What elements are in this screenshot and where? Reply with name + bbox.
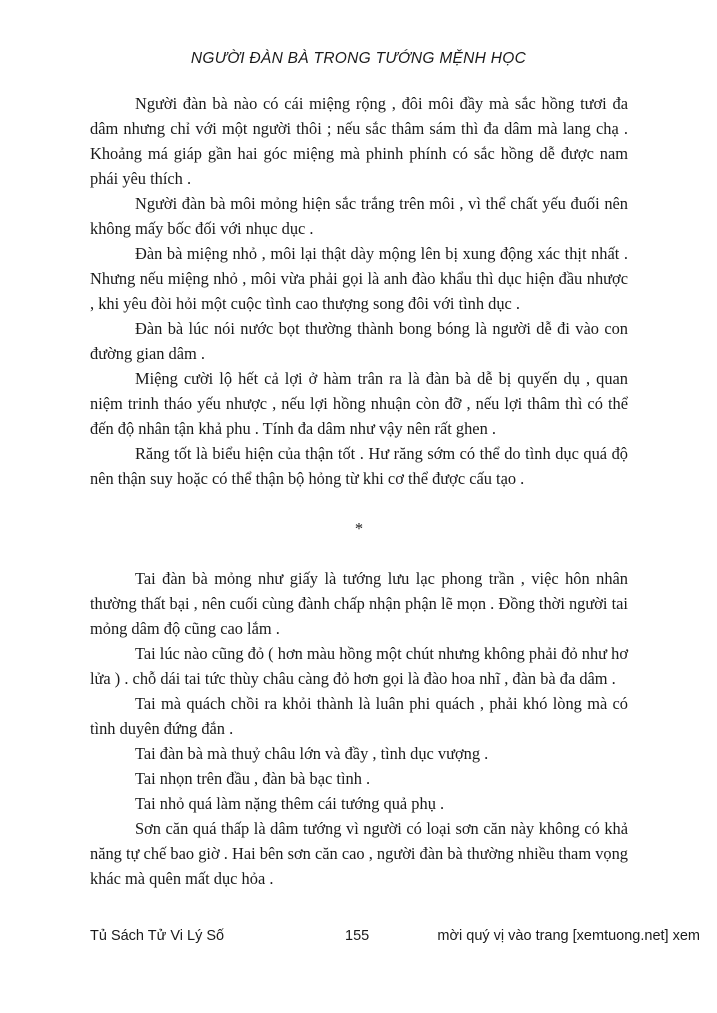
paragraph: Người đàn bà nào có cái miệng rộng , đôi môi đầy mà sắc hồng tươi đa dâm nhưng chỉ với một người thôi ; nếu sắc thâm sám thì đa dâm mà lang chạ . Khoảng má giáp gần hai góc miệng mà phinh phính có sắc hồng dễ được nam phái yêu thích . bbox=[90, 94, 628, 188]
paragraph: Tai đàn bà mà thuỷ châu lớn và đầy , tình dục vượng . bbox=[135, 744, 489, 763]
footer-site-note: mời quý vị vào trang [xemtuong.net] xem bbox=[437, 928, 700, 944]
paragraph: Tai mà quách chồi ra khỏi thành là luân phi quách , phải khó lòng mà có tình duyên đứng đắn . bbox=[90, 694, 628, 738]
page-footer bbox=[90, 928, 700, 948]
section-separator: * bbox=[354, 519, 364, 538]
paragraph: Đàn bà miệng nhỏ , môi lại thật dày mộng lên bị xung động xác thịt nhất . Nhưng nếu miệng nhỏ , môi vừa phải gọi là anh đào khẩu thì dục hiện đầu nhược , khi yêu đòi hỏi một cuộc tình cao thượng song đôi với tình dục . bbox=[90, 244, 628, 313]
paragraph: Miệng cười lộ hết cả lợi ở hàm trân ra là đàn bà dễ bị quyến dụ , quan niệm trinh tháo yếu nhược , nếu lợi hồng nhuận còn đỡ , nếu lợi thâm thì có thể đến độ nhân tận khả phu . Tính đa dâm như vậy nên rất ghen . bbox=[90, 369, 628, 438]
page-body bbox=[90, 91, 628, 891]
paragraph: Đàn bà lúc nói nước bọt thường thành bong bóng là người dễ đi vào con đường gian dâm . bbox=[90, 319, 628, 363]
paragraph: Người đàn bà môi mỏng hiện sắc trắng trên môi , vì thể chất yếu đuối nên không mấy bốc đối với nhục dục . bbox=[90, 194, 628, 238]
footer-page-number: 155 bbox=[345, 928, 370, 944]
paragraph: Sơn căn quá thấp là dâm tướng vì người có loại sơn căn này không có khả năng tự chế bao giờ . Hai bên sơn căn cao , người đàn bà thường nhiều tham vọng khác mà quên mất dục hỏa . bbox=[90, 819, 628, 888]
paragraph: Răng tốt là biểu hiện của thận tốt . Hư răng sớm có thể do tình dục quá độ nên thận suy hoặc có thể thận bộ hỏng từ khi cơ thể được cấu tạo . bbox=[90, 444, 628, 488]
paragraph: Tai đàn bà mỏng như giấy là tướng lưu lạc phong trần , việc hôn nhân thường thất bại , nên cuối cùng đành chấp nhận phận lẽ mọn . Đồng thời người tai mỏng dâm độ cũng cao lắm . bbox=[90, 569, 628, 638]
footer-series-title: Tủ Sách Tử Vi Lý Số bbox=[90, 928, 225, 944]
paragraph: Tai nhọn trên đầu , đàn bà bạc tình . bbox=[135, 769, 371, 788]
paragraph: Tai nhỏ quá làm nặng thêm cái tướng quả phụ . bbox=[135, 794, 445, 813]
paragraph: Tai lúc nào cũng đỏ ( hơn màu hồng một chút nhưng không phải đỏ như hơ lửa ) . chỗ dái tai tức thùy châu càng đỏ hơn gọi là đào hoa nhĩ , đàn bà đa dâm . bbox=[90, 644, 628, 688]
page-title: NGƯỜI ĐÀN BÀ TRONG TƯỚNG MỆNH HỌC bbox=[190, 50, 527, 67]
